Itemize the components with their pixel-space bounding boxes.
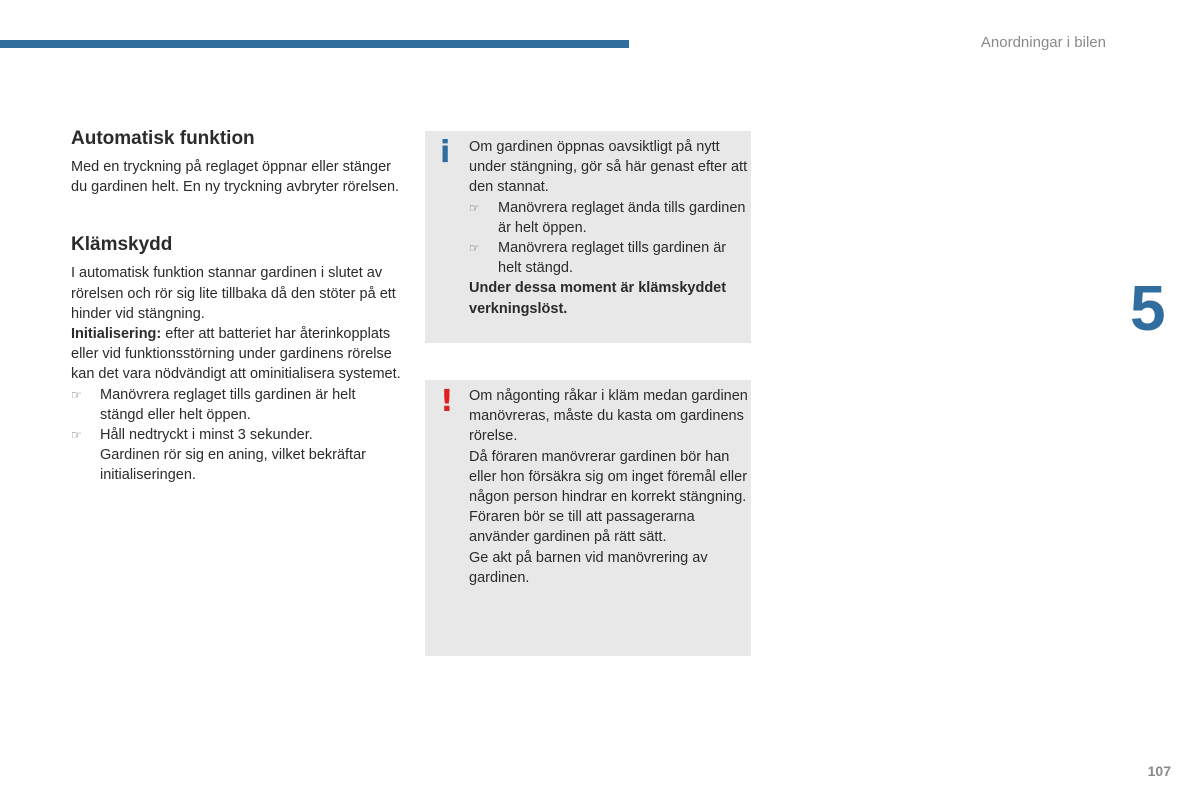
list-item xyxy=(71,385,401,425)
info-intro: Om gardinen öppnas oavsiktligt på nytt under stängning, gör så här genast efter att den stannat. xyxy=(469,139,748,196)
automatic-function-text: Med en tryckning på reglaget öppnar eller stänger du gardinen helt. En ny tryckning avbryter rörelsen. xyxy=(71,159,400,196)
warning-line: Om någonting råkar i kläm medan gardinen manövreras, måste du kasta om gardinens rörelse. xyxy=(469,388,748,445)
bullet-text: Manövrera reglaget tills gardinen är helt stängd eller helt öppen. xyxy=(100,386,356,423)
list-item xyxy=(469,238,749,278)
warning-box xyxy=(425,380,751,656)
bullet-text: Håll nedtryckt i minst 3 sekunder. Gardinen rör sig en aning, vilket bekräftar initialiseringen. xyxy=(100,427,366,484)
pointing-hand-icon: ☞ xyxy=(469,200,480,215)
warning-icon: ! xyxy=(440,384,454,419)
initialization-text: efter att batteriet har återinkopplats eller vid funktionsstörning under gardinens rörelse kan det vara nödvändigt att ominitialisera systemet. xyxy=(71,326,401,383)
initialization-label: Initialisering: xyxy=(71,326,162,343)
heading-automatisk-funktion: Automatisk funktion xyxy=(71,128,255,149)
left-column xyxy=(71,126,401,486)
page-number: 107 xyxy=(1147,763,1171,779)
chapter-number: 5 xyxy=(1130,272,1166,344)
section-title: Anordningar i bilen xyxy=(980,34,1106,51)
info-box xyxy=(425,131,751,343)
bullet-text: Manövrera reglaget ända tills gardinen är helt öppen. xyxy=(498,199,746,236)
info-icon: i xyxy=(440,135,451,170)
info-bold-note: Under dessa moment är klämskyddet verkningslöst. xyxy=(469,280,727,317)
info-box-content xyxy=(469,137,749,319)
bullet-text: Manövrera reglaget tills gardinen är helt stängd. xyxy=(498,240,727,277)
initialization-paragraph xyxy=(71,324,401,385)
pointing-hand-icon: ☞ xyxy=(469,241,480,256)
klamskydd-text: I automatisk funktion stannar gardinen i slutet av rörelsen och rör sig lite tillbaka då den stöter på ett hinder vid stängning. xyxy=(71,265,396,322)
warning-box-content xyxy=(469,386,749,588)
warning-line: Ge akt på barnen vid manövrering av gardinen. xyxy=(469,549,708,586)
warning-line: Då föraren manövrerar gardinen bör han eller hon försäkra sig om inget föremål eller någon person hindrar en korrekt stängning. xyxy=(469,448,748,506)
header-accent-bar xyxy=(0,40,629,48)
heading-klamskydd: Klämskydd xyxy=(71,234,173,256)
list-item xyxy=(71,425,401,486)
pointing-hand-icon: ☞ xyxy=(71,428,82,443)
warning-line: Föraren bör se till att passagerarna använder gardinen på rätt sätt. xyxy=(469,509,695,546)
pointing-hand-icon: ☞ xyxy=(71,387,82,402)
list-item xyxy=(469,198,749,238)
